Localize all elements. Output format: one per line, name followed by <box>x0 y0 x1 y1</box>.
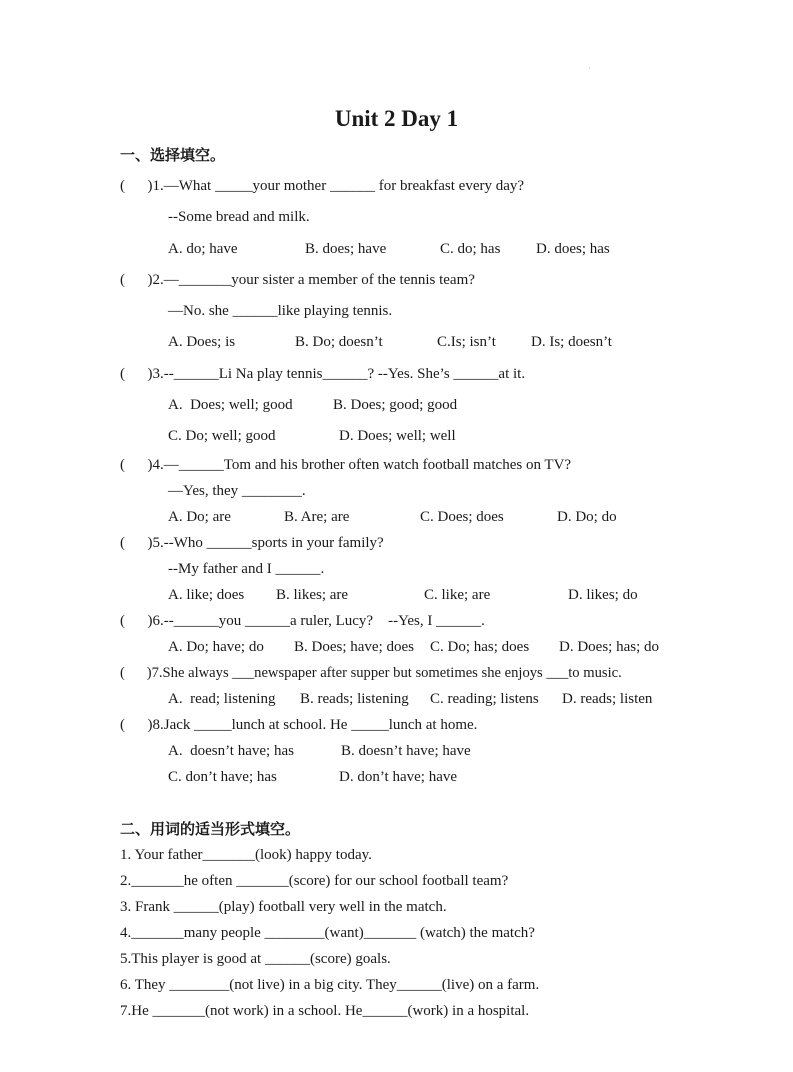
fill-item-4: 4._______many people ________(want)_______ (watch) the match? <box>120 925 535 941</box>
q1-option-a: A. do; have <box>168 241 238 257</box>
q8-option-a: A. doesn’t have; has <box>168 743 294 759</box>
question-3: ( )3.--______Li Na play tennis______? --Yes. She’s ______at it. <box>120 366 526 382</box>
q4-option-a: A. Do; are <box>168 509 231 525</box>
fill-item-7: 7.He _______(not work) in a school. He______(work) in a hospital. <box>120 1003 530 1019</box>
q4-option-b: B. Are; are <box>284 509 350 525</box>
section1-heading: 一、选择填空。 <box>120 146 226 164</box>
page-title: Unit 2 Day 1 <box>334 106 459 131</box>
q5-option-d: D. likes; do <box>568 587 638 603</box>
question-2: ( )2.—_______your sister a member of the tennis team? <box>120 272 475 288</box>
q3-option-a: A. Does; well; good <box>168 397 293 413</box>
q2-option-a: A. Does; is <box>168 334 236 350</box>
q1-reply: --Some bread and milk. <box>168 209 310 225</box>
q1-option-c: C. do; has <box>440 241 501 257</box>
fill-item-1: 1. Your father_______(look) happy today. <box>120 847 372 863</box>
q8-option-b: B. doesn’t have; have <box>341 743 471 759</box>
question-8: ( )8.Jack _____lunch at school. He _____lunch at home. <box>120 717 478 733</box>
q6-option-a: A. Do; have; do <box>168 639 264 655</box>
q5-option-a: A. like; does <box>168 587 245 603</box>
fill-item-2: 2._______he often _______(score) for our school football team? <box>120 873 509 889</box>
q2-option-d: D. Is; doesn’t <box>531 334 612 350</box>
question-6: ( )6.--______you ______a ruler, Lucy? --Yes, I ______. <box>120 613 485 629</box>
q6-option-c: C. Do; has; does <box>430 639 530 655</box>
q2-option-b: B. Do; doesn’t <box>295 334 383 350</box>
q5-option-c: C. like; are <box>424 587 491 603</box>
question-4: ( )4.—______Tom and his brother often watch football matches on TV? <box>120 457 572 473</box>
q4-option-d: D. Do; do <box>557 509 617 525</box>
q3-option-b: B. Does; good; good <box>333 397 458 413</box>
q6-option-b: B. Does; have; does <box>294 639 414 655</box>
q8-option-d: D. don’t have; have <box>339 769 458 785</box>
q7-option-a: A. read; listening <box>168 691 276 707</box>
fill-item-5: 5.This player is good at ______(score) goals. <box>120 951 391 967</box>
q3-option-d: D. Does; well; well <box>339 428 456 444</box>
q7-option-d: D. reads; listen <box>562 691 653 707</box>
fill-item-3: 3. Frank ______(play) football very well in the match. <box>120 899 447 915</box>
stray-mark: · <box>588 64 591 73</box>
q1-option-d: D. does; has <box>536 241 610 257</box>
section2-heading: 二、用词的适当形式填空。 <box>120 820 301 838</box>
q4-reply: —Yes, they ________. <box>168 483 306 499</box>
q2-option-c: C.Is; isn’t <box>437 334 496 350</box>
q5-option-b: B. likes; are <box>276 587 349 603</box>
q7-option-b: B. reads; listening <box>300 691 409 707</box>
q3-option-c: C. Do; well; good <box>168 428 276 444</box>
q5-reply: --My father and I ______. <box>168 561 325 577</box>
q2-reply: —No. she ______like playing tennis. <box>168 303 393 319</box>
fill-item-6: 6. They ________(not live) in a big city. They______(live) on a farm. <box>120 977 540 993</box>
q4-option-c: C. Does; does <box>420 509 504 525</box>
q8-option-c: C. don’t have; has <box>168 769 277 785</box>
q1-option-b: B. does; have <box>305 241 387 257</box>
question-5: ( )5.--Who ______sports in your family? <box>120 535 384 551</box>
q6-option-d: D. Does; has; do <box>559 639 659 655</box>
question-1: ( )1.—What _____your mother ______ for breakfast every day? <box>120 178 525 194</box>
q7-option-c: C. reading; listens <box>430 691 539 707</box>
question-7: ( )7.She always ___newspaper after supper but sometimes she enjoys ___to music. <box>120 665 622 681</box>
